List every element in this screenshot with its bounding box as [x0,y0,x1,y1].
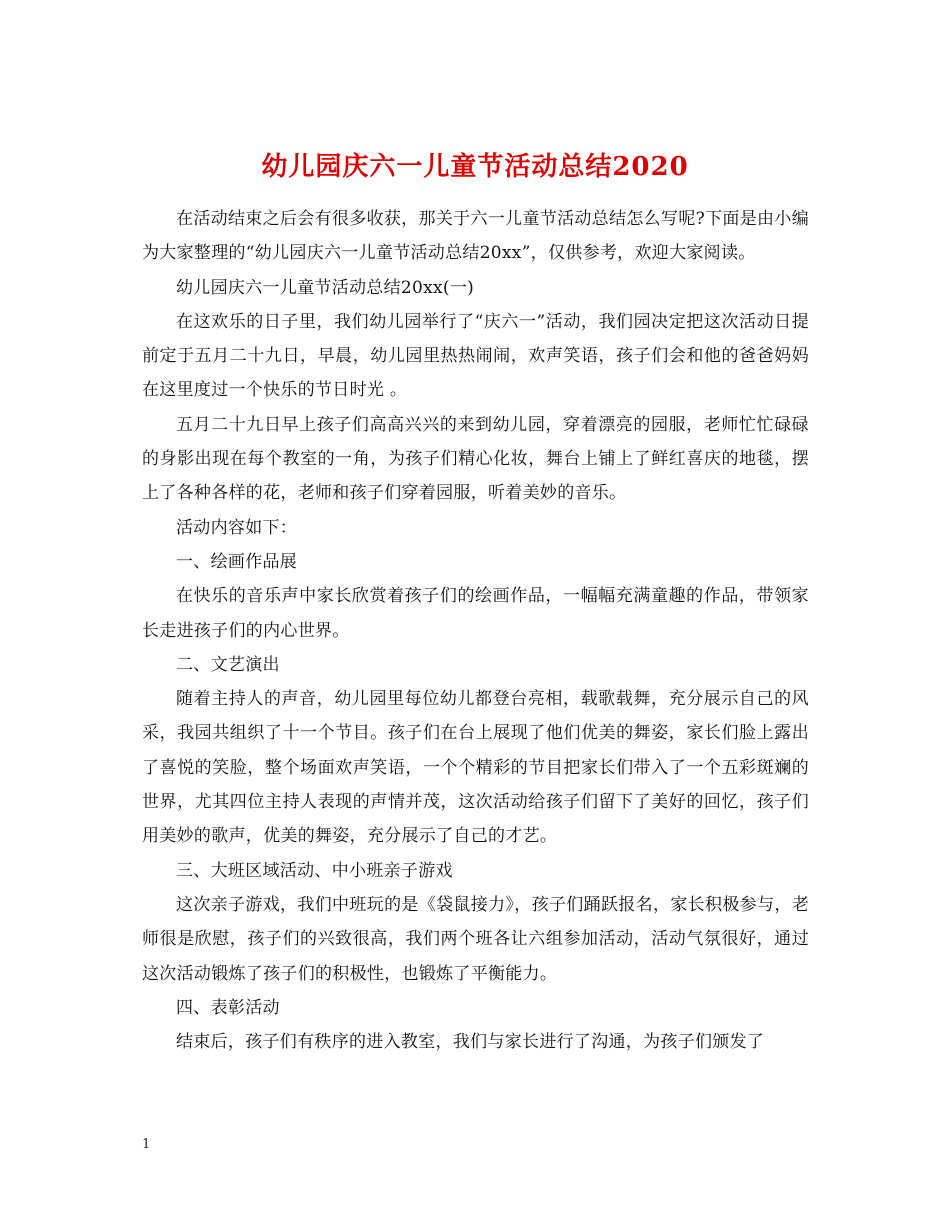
section-heading-performance: 二、文艺演出 [176,654,280,675]
paragraph-performance: 随着主持人的声音，幼儿园里每位幼儿都登台亮相，载歌载舞，充分展示自己的风采，我园共组织了十一个节目。孩子们在台上展现了他们优美的舞姿，家长们脸上露出了喜悦的笑脸，整个场面欢声笑语，一个个精彩的节目把家长们带入了一个五彩斑斓的世界，尤其四位主持人表现的声情并茂，这次活动给孩子们留下了美好的回忆，孩子们用美妙的歌声，优美的舞姿，充分展示了自己的才艺。 [142,689,809,847]
document-body [142,202,809,1059]
paragraph-festival: 在这欢乐的日子里，我们幼儿园举行了“庆六一”活动，我们园决定把这次活动日提前定于五月二十九日，早晨，幼儿园里热热闹闹，欢声笑语，孩子们会和他的爸爸妈妈在这里度过一个快乐的节日时光 。 [142,311,809,401]
page-title: 幼儿园庆六一儿童节活动总结2020 [261,152,689,183]
paragraph-intro: 在活动结束之后会有很多收获，那关于六一儿童节活动总结怎么写呢?下面是由小编为大家整理的“幼儿园庆六一儿童节活动总结20xx”，仅供参考，欢迎大家阅读。 [142,209,809,264]
section-heading-awards: 四、表彰活动 [176,997,280,1018]
paragraph-activity-list: 活动内容如下： [176,517,298,538]
paragraph-drawing: 在快乐的音乐声中家长欣赏着孩子们的绘画作品，一幅幅充满童趣的作品，带领家长走进孩子们的内心世界。 [142,586,809,641]
paragraph-awards: 结束后，孩子们有秩序的进入教室，我们与家长进行了沟通，为孩子们颁发了 [176,1032,765,1053]
paragraph-games: 这次亲子游戏，我们中班玩的是《袋鼠接力》，孩子们踊跃报名，家长积极参与，老师很是欣慰，孩子们的兴致很高，我们两个班各让六组参加活动，活动气氛很好，通过这次活动锻炼了孩子们的积极性，也锻炼了平衡能力。 [142,894,809,984]
page-number: 1 [142,1137,151,1152]
paragraph-morning: 五月二十九日早上孩子们高高兴兴的来到幼儿园，穿着漂亮的园服，老师忙忙碌碌的身影出现在每个教室的一角，为孩子们精心化妆，舞台上铺上了鲜红喜庆的地毯，摆上了各种各样的花，老师和孩子们穿着园服，听着美妙的音乐。 [142,414,809,504]
section-heading-drawing: 一、绘画作品展 [176,551,298,572]
section-heading-games: 三、大班区域活动、中小班亲子游戏 [176,860,453,881]
subtitle-part-one: 幼儿园庆六一儿童节活动总结20xx(一) [176,277,475,298]
